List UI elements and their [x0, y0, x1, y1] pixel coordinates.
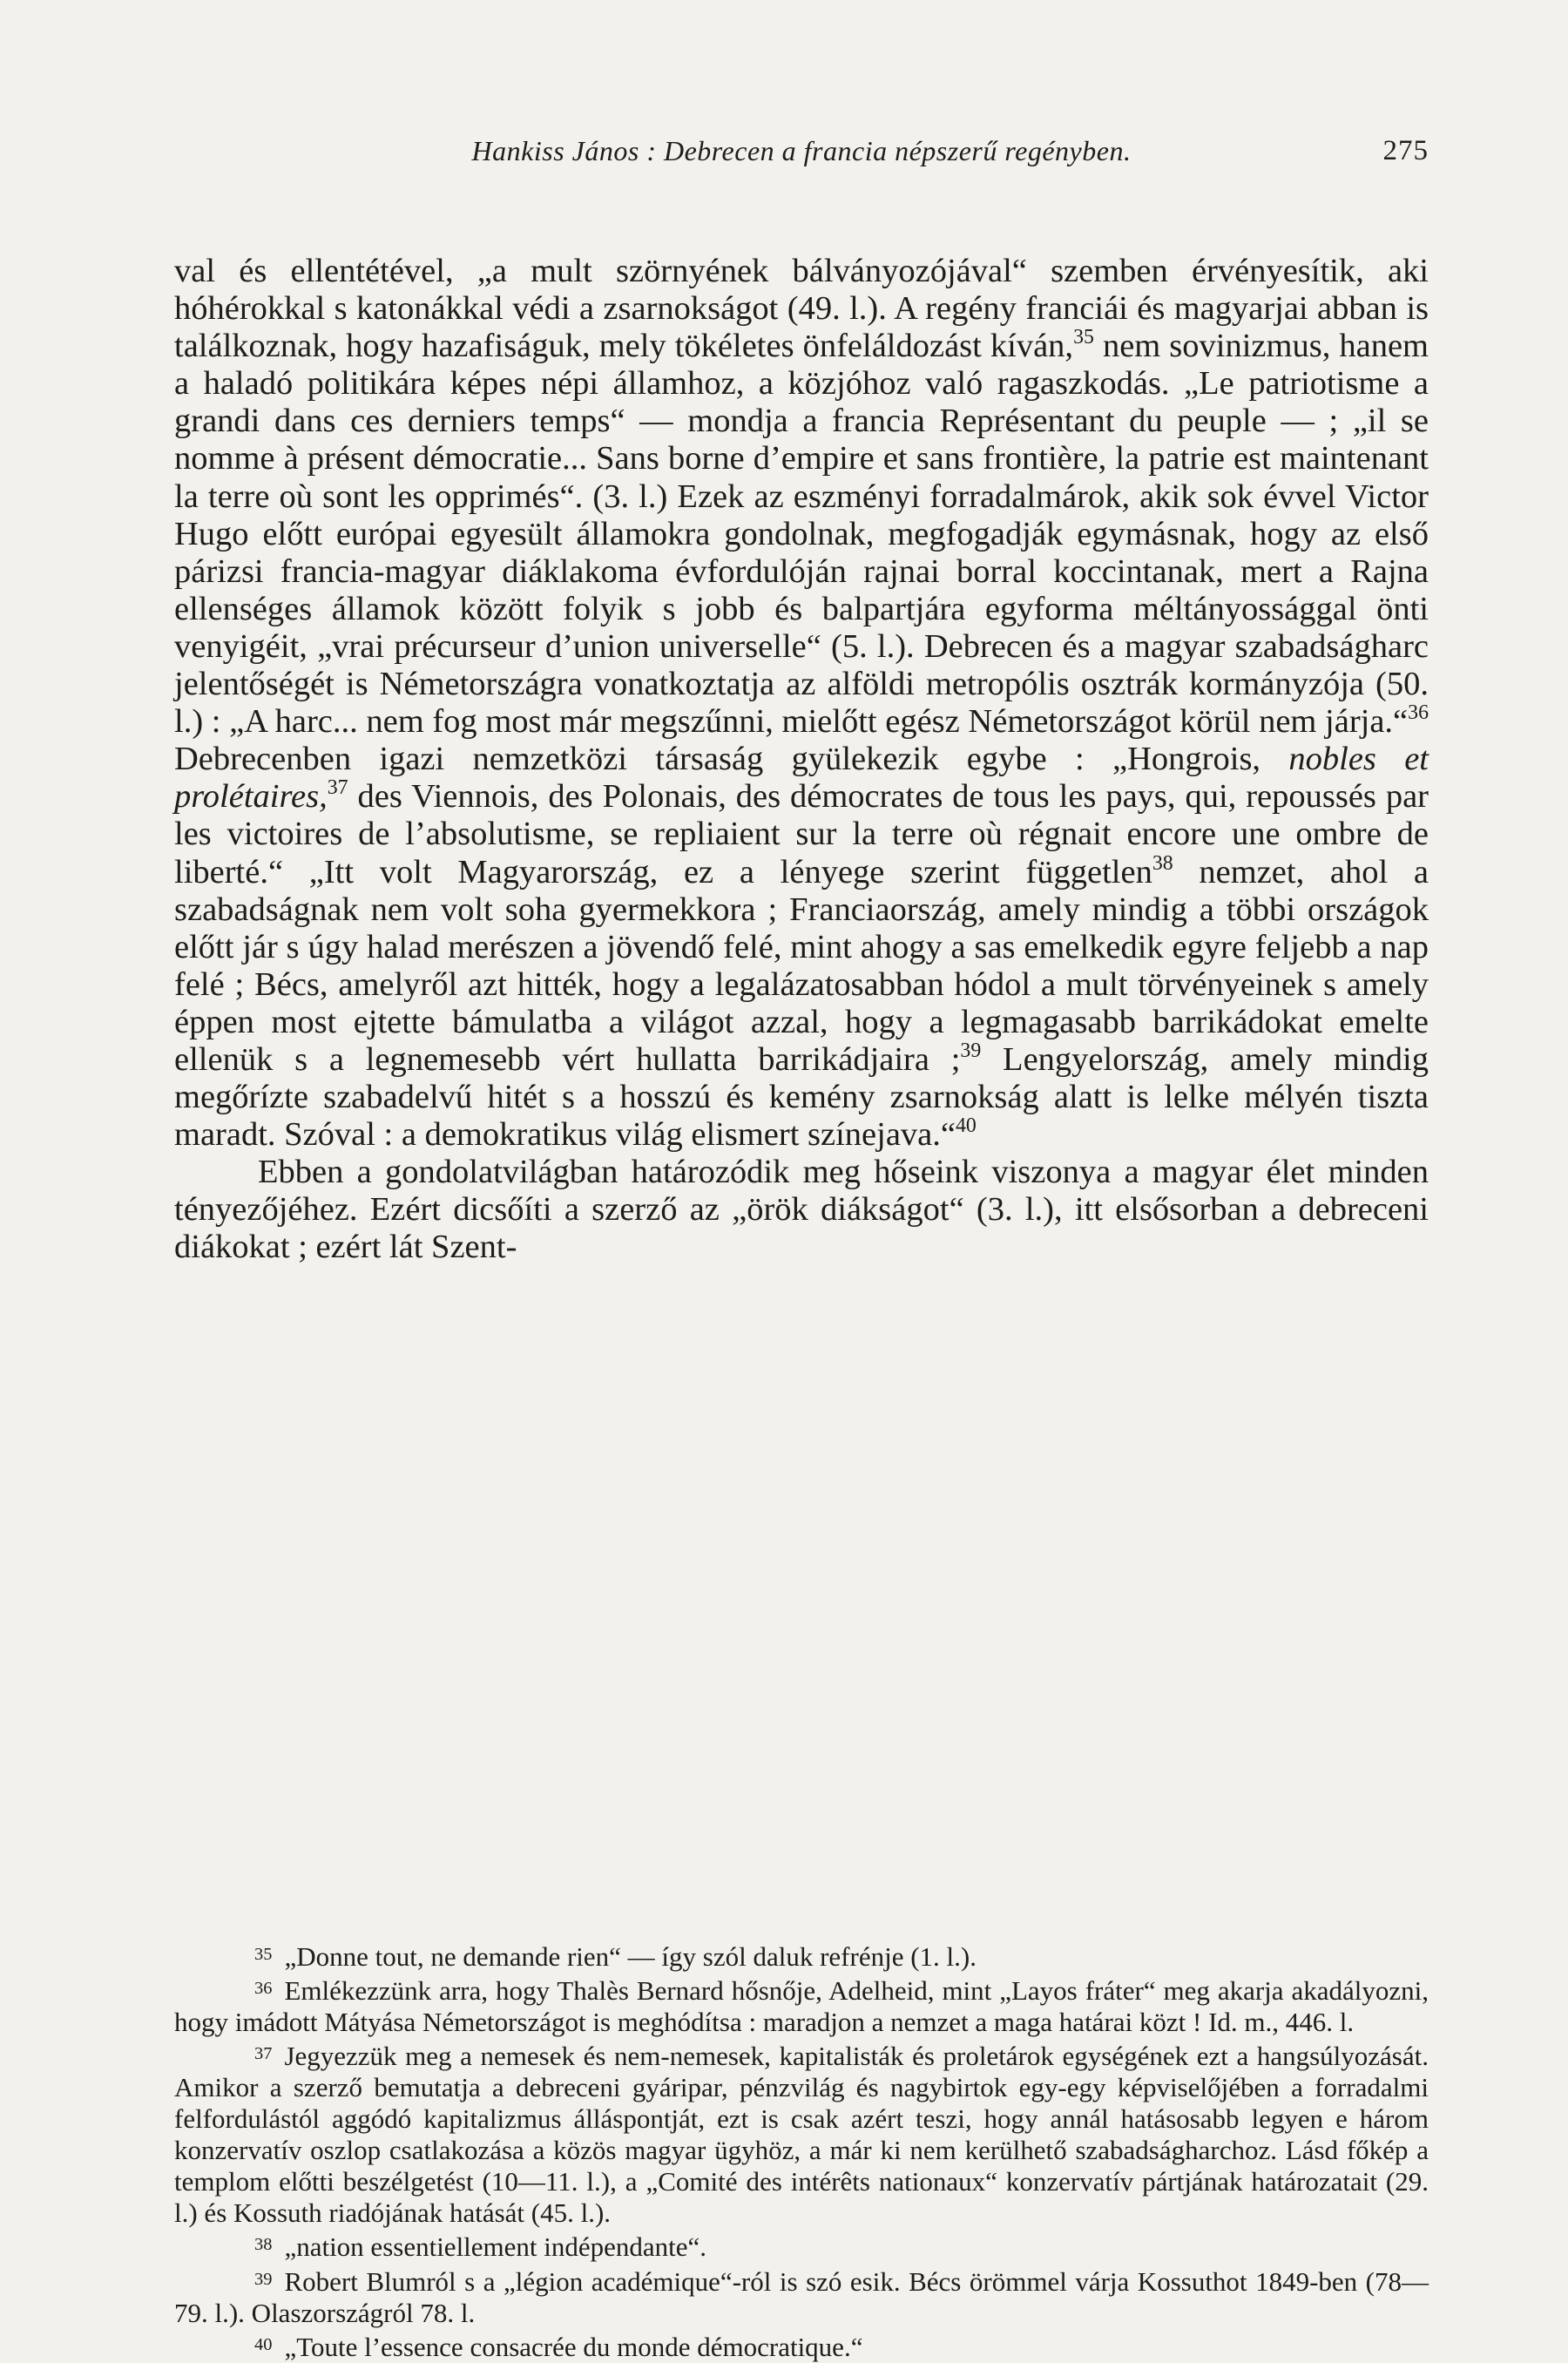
footnote-text: „Toute l’essence consacrée du monde démocratique.“ — [284, 2331, 863, 2362]
paragraph-2: Ebben a gondolatvilágban határozódik meg hőseink viszonya a magyar élet minden tényezőjéhez. Ezért dicsőíti a szerző az „örök diákságot“ (3. l.), itt elsősorban a debreceni diákokat ; ezért lát Szent- — [174, 1154, 1429, 1266]
footnote-text: Emlékezzünk arra, hogy Thalès Bernard hősnője, Adelheid, mint „Layos fráter“ meg akarja akadályozni, hogy imádott Mátyása Németországot is meghódítsa : maradjon a nemzet a maga határai közt ! Id. m., 446. l. — [174, 1975, 1429, 2038]
text-run: nemzet, ahol a szabadságnak nem volt soha gyermekkora ; Franciaország, amely mindig a többi országok előtt jár s úgy halad merészen a jövendő felé, mint ahogy a sas emelkedik egyre feljebb a nap felé ; Bécs, amelyről azt hitték, hogy a legalázatosabban hódol a mult törvényeinek s amely éppen most ejtette bámulatba a világot azzal, hogy a legmagasabb barrikádokat emelte ellenük s a legnemesebb vért hullatta barrikádjaira ; — [174, 853, 1429, 1078]
paragraph-1 — [174, 253, 1429, 1154]
footnote-ref: 36 — [1408, 701, 1429, 725]
footnote-text: „nation essentiellement indépendante“. — [284, 2231, 707, 2263]
footnote-number: 40 — [254, 2334, 273, 2354]
footnote-38 — [174, 2229, 1429, 2263]
running-title: Hankiss János : Debrecen a francia népszerű regényben. — [471, 135, 1132, 166]
footnote-ref: 37 — [327, 776, 348, 800]
footnote-number: 39 — [254, 2269, 273, 2289]
footnote-37 — [174, 2038, 1429, 2229]
text-run: nem sovinizmus, hanem a haladó politikára képes népi államhoz, a közjóhoz való ragaszkodás. „Le patriotisme a grandi dans ces derniers temps“ — mondja a francia Représentant du peuple — ; „il se nomme à présent démocratie... Sans borne d’empire et sans frontière, la patrie est maintenant la terre où sont les opprimés“. (3. l.) Ezek az eszményi forradalmárok, akik sok évvel Victor Hugo előtt európai egyesült államokra gondolnak, megfogadják egymásnak, hogy az első párizsi francia-magyar diáklakoma évfordulóján rajnai borral koccintanak, mert a Rajna ellenséges államok között folyik s jobb és balpartjára egyforma méltányossággal önti venyigéit, „vrai précurseur d’union universelle“ (5. l.). Debrecen és a magyar szabadságharc jelentőségét is Németországra vonatkoztatja az alföldi metropólis osztrák kormányzója (50. l.) : „A harc... nem fog most már megszűnni, mielőtt egész Németországot körül nem járja.“ — [174, 328, 1429, 741]
text-run: Debrecenben igazi nemzetközi társaság gyülekezik egybe : „Hongrois, — [174, 741, 1289, 778]
footnotes — [174, 1939, 1429, 2363]
text-run: val és ellentétével, „a mult szörnyének bálványozójával“ szemben érvényesítik, aki hóhérokkal s katonákkal védi a zsarnokságot (49. l.). A regény franciái és magyarjai abban is találkoznak, hogy hazafiságuk, mely tökéletes önfeláldozást kíván, — [174, 253, 1429, 365]
text-run: Lengyelország, amely mindig megőrízte szabadelvű hitét s a hosszú és kemény zsarnokság alatt is lelke mélyén tiszta maradt. Szóval : a demokratikus világ elismert színejava.“ — [174, 1040, 1429, 1154]
footnote-39 — [174, 2264, 1429, 2329]
footnote-ref: 40 — [955, 1114, 977, 1138]
footnote-ref: 38 — [1152, 851, 1173, 875]
footnote-number: 38 — [254, 2235, 273, 2255]
footnote-40 — [174, 2329, 1429, 2363]
footnote-35 — [174, 1939, 1429, 1973]
footnote-number: 37 — [254, 2044, 273, 2064]
footnote-number: 35 — [254, 1945, 273, 1964]
text-run: des Viennois, des Polonais, des démocrates de tous les pays, qui, repoussés par les victoires de l’absolutisme, se repliaient sur la terre où régnait encore une ombre de liberté.“ „Itt volt Magyarország, ez a lényege szerint független — [174, 778, 1429, 890]
footnote-36 — [174, 1973, 1429, 2038]
footnote-text: Robert Blumról s a „légion académique“-ról is szó esik. Bécs örömmel várja Kossuthot 1849-ben (78—79. l.). Olaszországról 78. l. — [174, 2265, 1429, 2328]
page-number: 275 — [1382, 135, 1429, 166]
footnote-text: Jegyezzük meg a nemesek és nem-nemesek, kapitalisták és proletárok egységének ezt a hangsúlyozását. Amikor a szerző bemutatja a debreceni gyáripar, pénzvilág és nagybirtok egy-egy képviselőjében a forradalmi felfordulástól aggódó kapitalizmus álláspontját, ezt is csak azért teszi, hogy annál hatásosabb legyen e három konzervatív oszlop csatlakozása a közös magyar ügyhöz, a már ki nem kerülhető szabadságharchoz. Lásd főkép a templom előtti beszélgetést (10—11. l.), a „Comité des intérêts nationaux“ konzervatív pártjának határozatait (29. l.) és Kossuth riadójának hatását (45. l.). — [174, 2041, 1429, 2229]
main-text — [174, 253, 1429, 1267]
footnote-text: „Donne tout, ne demande rien“ — így szól daluk refrénje (1. l.). — [284, 1941, 977, 1973]
footnote-number: 36 — [254, 1979, 273, 1999]
italic-text: nobles et prolétaires, — [174, 741, 1429, 816]
running-head — [174, 129, 1429, 173]
footnote-ref: 35 — [1073, 326, 1094, 349]
footnote-ref: 39 — [960, 1039, 982, 1063]
